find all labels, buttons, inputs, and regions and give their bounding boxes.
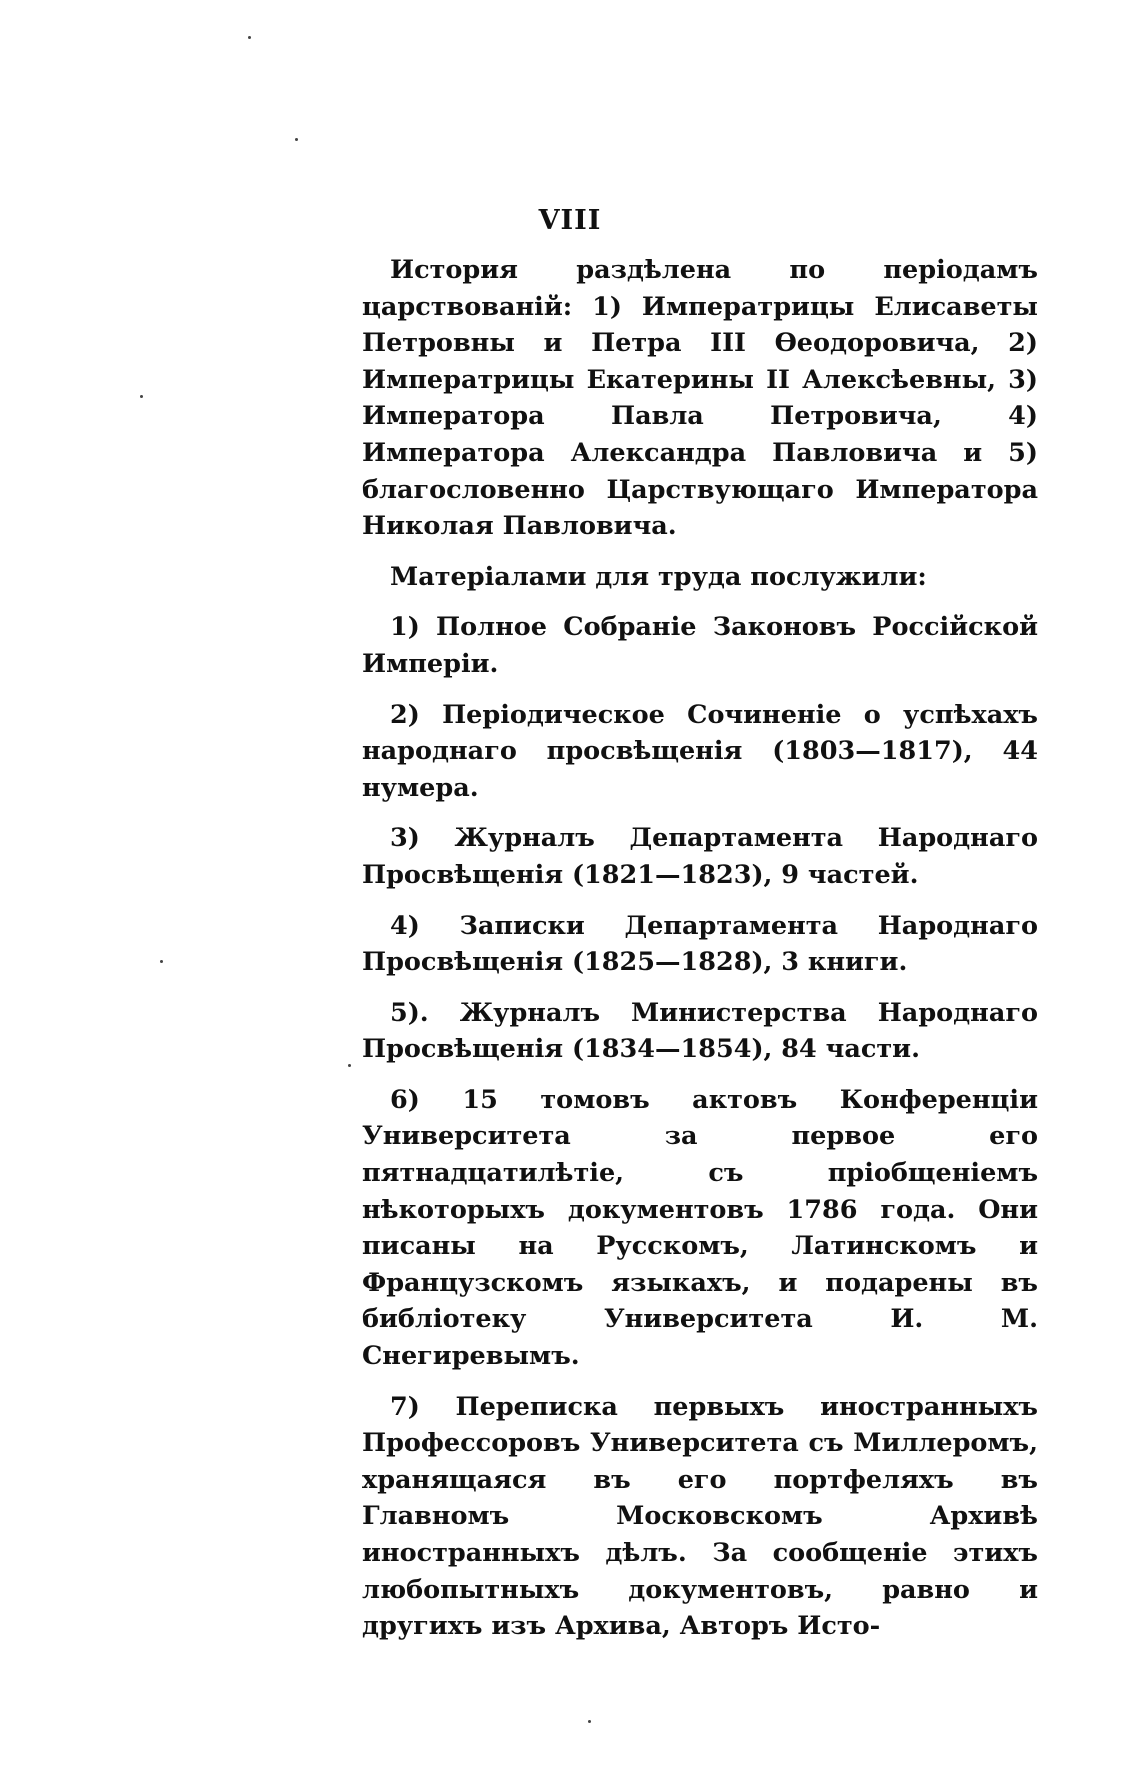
body-text	[362, 252, 1038, 1659]
page-number: VIII	[538, 205, 602, 236]
source-item-3: 3) Журналъ Департамента Народнаго Просвѣщенія (1821—1823), 9 частей.	[362, 823, 1038, 890]
intro-paragraph: История раздѣлена по періодамъ царствованій: 1) Императрицы Елисаветы Петровны и Петра III Өеодоровича, 2) Императрицы Екатерины II Алексѣевны, 3) Императора Павла Петровича, 4) Императора Александра Павловича и 5) благословенно Царствующаго Императора Николая Павловича.	[362, 255, 1038, 542]
source-item-7: 7) Переписка первыхъ иностранныхъ Профессоровъ Университета съ Миллеромъ, хранящаяся въ его портфеляхъ въ Главномъ Московскомъ Архивѣ иностранныхъ дѣлъ. За сообщеніе этихъ любопытныхъ документовъ, равно и другихъ изъ Архива, Авторъ Исто-	[362, 1391, 1038, 1642]
source-item-5: 5). Журналъ Министерства Народнаго Просвѣщенія (1834—1854), 84 части.	[362, 997, 1038, 1065]
scan-speck	[348, 1064, 351, 1067]
scan-speck	[248, 36, 251, 39]
materials-heading: Матеріалами для труда послужили:	[390, 561, 927, 592]
source-item-2: 2) Періодическое Сочиненіе о успѣхахъ народнаго просвѣщенія (1803—1817), 44 нумера.	[362, 699, 1038, 803]
source-item-1: 1) Полное Собраніе Законовъ Россійской Имперіи.	[362, 612, 1038, 679]
scan-speck	[295, 138, 298, 141]
scan-speck	[140, 395, 143, 398]
scan-speck	[160, 960, 163, 963]
source-item-4: 4) Записки Департамента Народнаго Просвѣщенія (1825—1828), 3 книги.	[362, 910, 1038, 978]
scan-speck	[588, 1720, 591, 1723]
source-item-6: 6) 15 томовъ актовъ Конференціи Университета за первое его пятнадцатилѣтіе, съ пріобщеніемъ нѣкоторыхъ документовъ 1786 года. Они писаны на Русскомъ, Латинскомъ и Французскомъ языкахъ, и подарены въ библіотеку Университета И. М. Снегиревымъ.	[362, 1084, 1038, 1372]
